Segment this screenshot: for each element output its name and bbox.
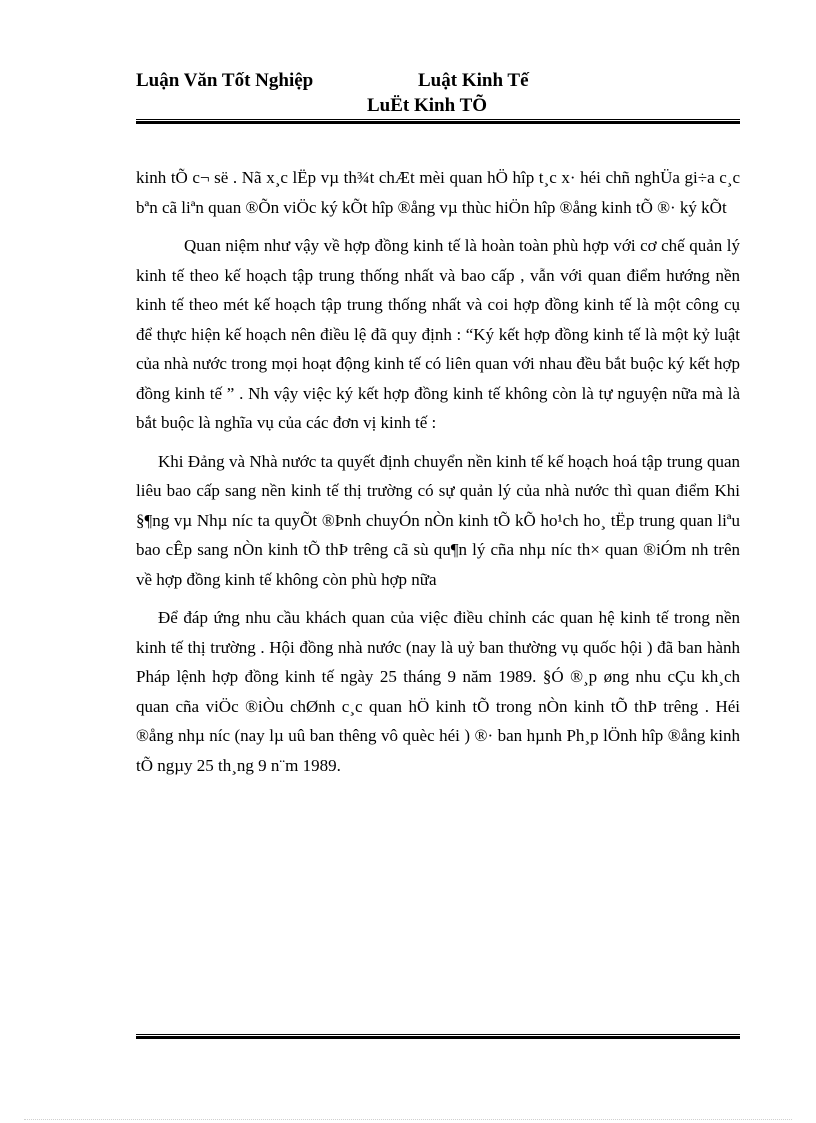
paragraph-continuation: kinh tÕ c¬ së . Nã x¸c lËp vµ th¾t chÆt mèi quan hÖ hîp t¸c x· héi chñ nghÜa gi÷a c¸c bªn cã liªn quan ®Õn viÖc ký kÕt hîp ®ång vµ thùc hiÖn hîp ®ång kinh tÕ ®· ký kÕt — [136, 168, 740, 217]
header-subtitle: LuËt Kinh TÕ — [367, 95, 488, 116]
body-text — [136, 163, 740, 780]
paragraph-ordinance: Để đáp ứng nhu cầu khách quan của việc điều chỉnh các quan hệ kinh tế trong nền kinh tế thị trường . Hội đồng nhà nước (nay là uỷ ban thường vụ quốc hội ) đã ban hành Pháp lệnh hợp đồng kinh tế ngày 25 tháng 9 năm 1989. §Ó ®¸p øng nhu cÇu kh¸ch quan cña viÖc ®iÒu chØnh c¸c quan hÖ kinh tÕ trong nÒn kinh tÕ thÞ trêng . Héi ®ång nhµ níc (nay lµ uû ban thêng vô quèc héi ) ®· ban hµnh Ph¸p lÖnh hîp ®ång kinh tÕ ngµy 25 th¸ng 9 n¨m 1989. — [136, 608, 740, 775]
paragraph-contract-concept: Quan niệm như vậy về hợp đồng kinh tế là hoàn toàn phù hợp với cơ chế quản lý kinh tế theo kế hoạch tập trung thống nhất và bao cấp , vẫn với quan điểm hướng nền kinh tế theo mét kế hoạch tập trung thống nhất và coi hợp đồng kinh tế là một công cụ để thực hiện kế hoạch nên điều lệ đã quy định : “Ký kết hợp đồng kinh tế là một kỷ luật của nhà nước trong mọi hoạt động kinh tế có liên quan với nhau đều bắt buộc ký kết hợp đồng kinh tế ” . Nh vậy việc ký kết hợp đồng kinh tế không còn là tự nguyện nữa mà là bắt buộc là nghĩa vụ của các đơn vị kinh tế : — [136, 236, 740, 432]
header-title-right: Luật Kinh Tế — [418, 70, 529, 91]
page-edge-dotted-line — [24, 1119, 792, 1120]
header-title-left: Luận Văn Tốt Nghiệp — [136, 70, 314, 91]
header-divider — [136, 119, 740, 124]
footer-divider — [136, 1034, 740, 1039]
running-header — [136, 70, 740, 96]
paragraph-market-transition: Khi Đảng và Nhà nước ta quyết định chuyển nền kinh tế kế hoạch hoá tập trung quan liêu bao cấp sang nền kinh tế thị trường có sự quản lý của nhà nước thì quan điểm Khi §¶ng vµ Nhµ níc ta quyÕt ®Þnh chuyÓn nÒn kinh tÕ kÕ ho¹ch ho¸ tËp trung quan liªu bao cÊp sang nÒn kinh tÕ thÞ trêng cã sù qu¶n lý cña nhµ níc th× quan ®iÓm nh trên về hợp đồng kinh tế không còn phù hợp nữa — [136, 451, 740, 589]
